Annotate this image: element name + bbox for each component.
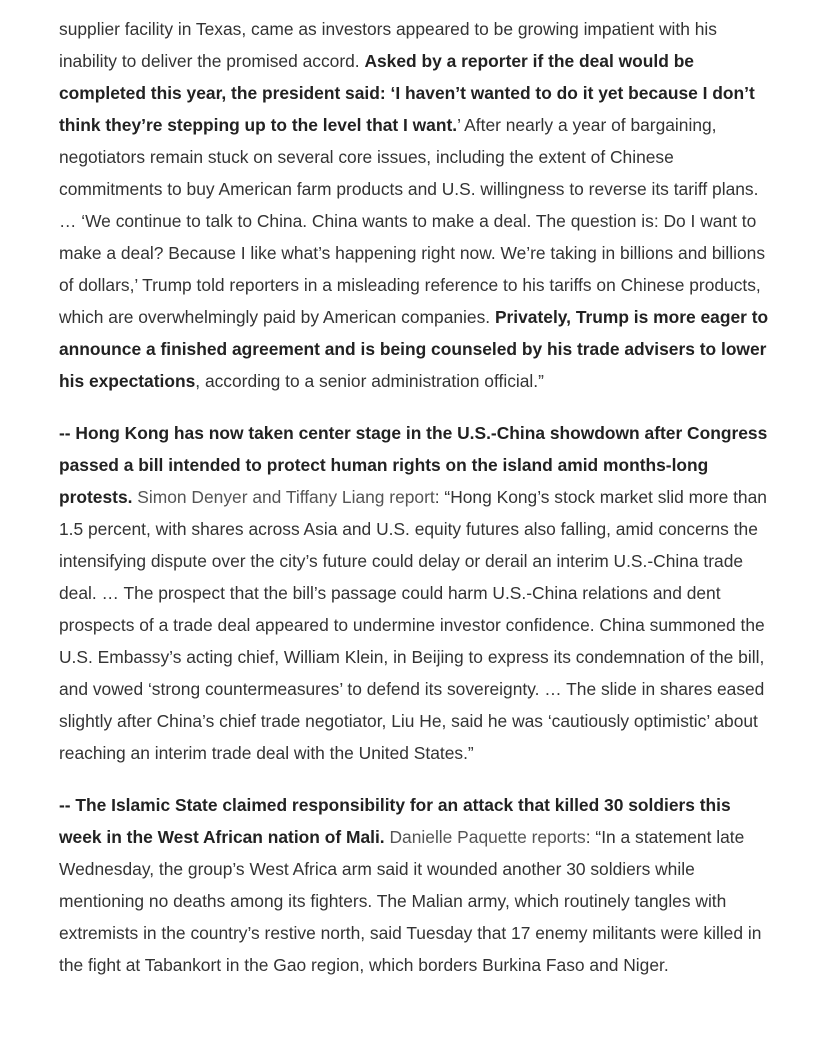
text-segment: , according to a senior administration official.”: [195, 371, 544, 391]
text-segment: : “Hong Kong’s stock market slid more than 1.5 percent, with shares across Asia and U.S. equity futures also falling, amid concerns the intensifying dispute over the city’s future could delay or derail an interim U.S.-China trade deal. … The prospect that the bill’s passage could harm U.S.-China relations and dent prospects of a trade deal appeared to undermine investor confidence. China summoned the U.S. Embassy’s acting chief, William Klein, in Beijing to express its condemnation of the bill, and vowed ‘strong countermeasures’ to defend its sovereignty. … The slide in shares eased slightly after China’s chief trade negotiator, Liu He, said he was ‘cautiously optimistic’ about reaching an interim trade deal with the United States.”: [59, 487, 767, 763]
bold-quote-segment: Asked by a reporter if the deal would be completed this year, the president said: ‘I haven’t wanted to do it yet because I don’t think they’re stepping up to the level that I want.: [59, 51, 755, 135]
text-segment: ’ After nearly a year of bargaining, negotiators remain stuck on several core issues, including the extent of Chinese commitments to buy American farm products and U.S. willingness to reverse its tariff plans. … ‘We continue to talk to China. China wants to make a deal. The question is: Do I want to make a deal? Because I like what’s happening right now. We’re taking in billions and billions of dollars,’ Trump told reporters in a misleading reference to his tariffs on Chinese products, which are overwhelmingly paid by American companies.: [59, 115, 766, 327]
bold-headline-segment: -- The Islamic State claimed responsibility for an attack that killed 30 soldiers this week in the West African nation of Mali.: [59, 795, 731, 847]
text-segment: : “In a statement late Wednesday, the group’s West Africa arm said it wounded another 30 soldiers while mentioning no deaths among its fighters. The Malian army, which routinely tangles with extremists in the country’s restive north, said Tuesday that 17 enemy militants were killed in the fight at Tabankort in the Gao region, which borders Burkina Faso and Niger.: [59, 827, 762, 975]
report-link[interactable]: Simon Denyer and Tiffany Liang report: [137, 487, 435, 507]
bold-highlight-segment: Privately, Trump is more eager to announce a finished agreement and is being counseled by his trade advisers to lower his expectations: [59, 307, 769, 391]
paragraph-mali: [59, 789, 771, 981]
report-link[interactable]: Danielle Paquette reports: [389, 827, 586, 847]
paragraph-hong-kong: [59, 417, 771, 769]
text-segment: supplier facility in Texas, came as investors appeared to be growing impatient with his inability to deliver the promised accord.: [59, 19, 717, 71]
bold-headline-segment: -- Hong Kong has now taken center stage in the U.S.-China showdown after Congress passed a bill intended to protect human rights on the island amid months-long protests.: [59, 423, 768, 507]
paragraph-trade-deal: [59, 13, 771, 397]
article-body: [59, 13, 771, 1001]
